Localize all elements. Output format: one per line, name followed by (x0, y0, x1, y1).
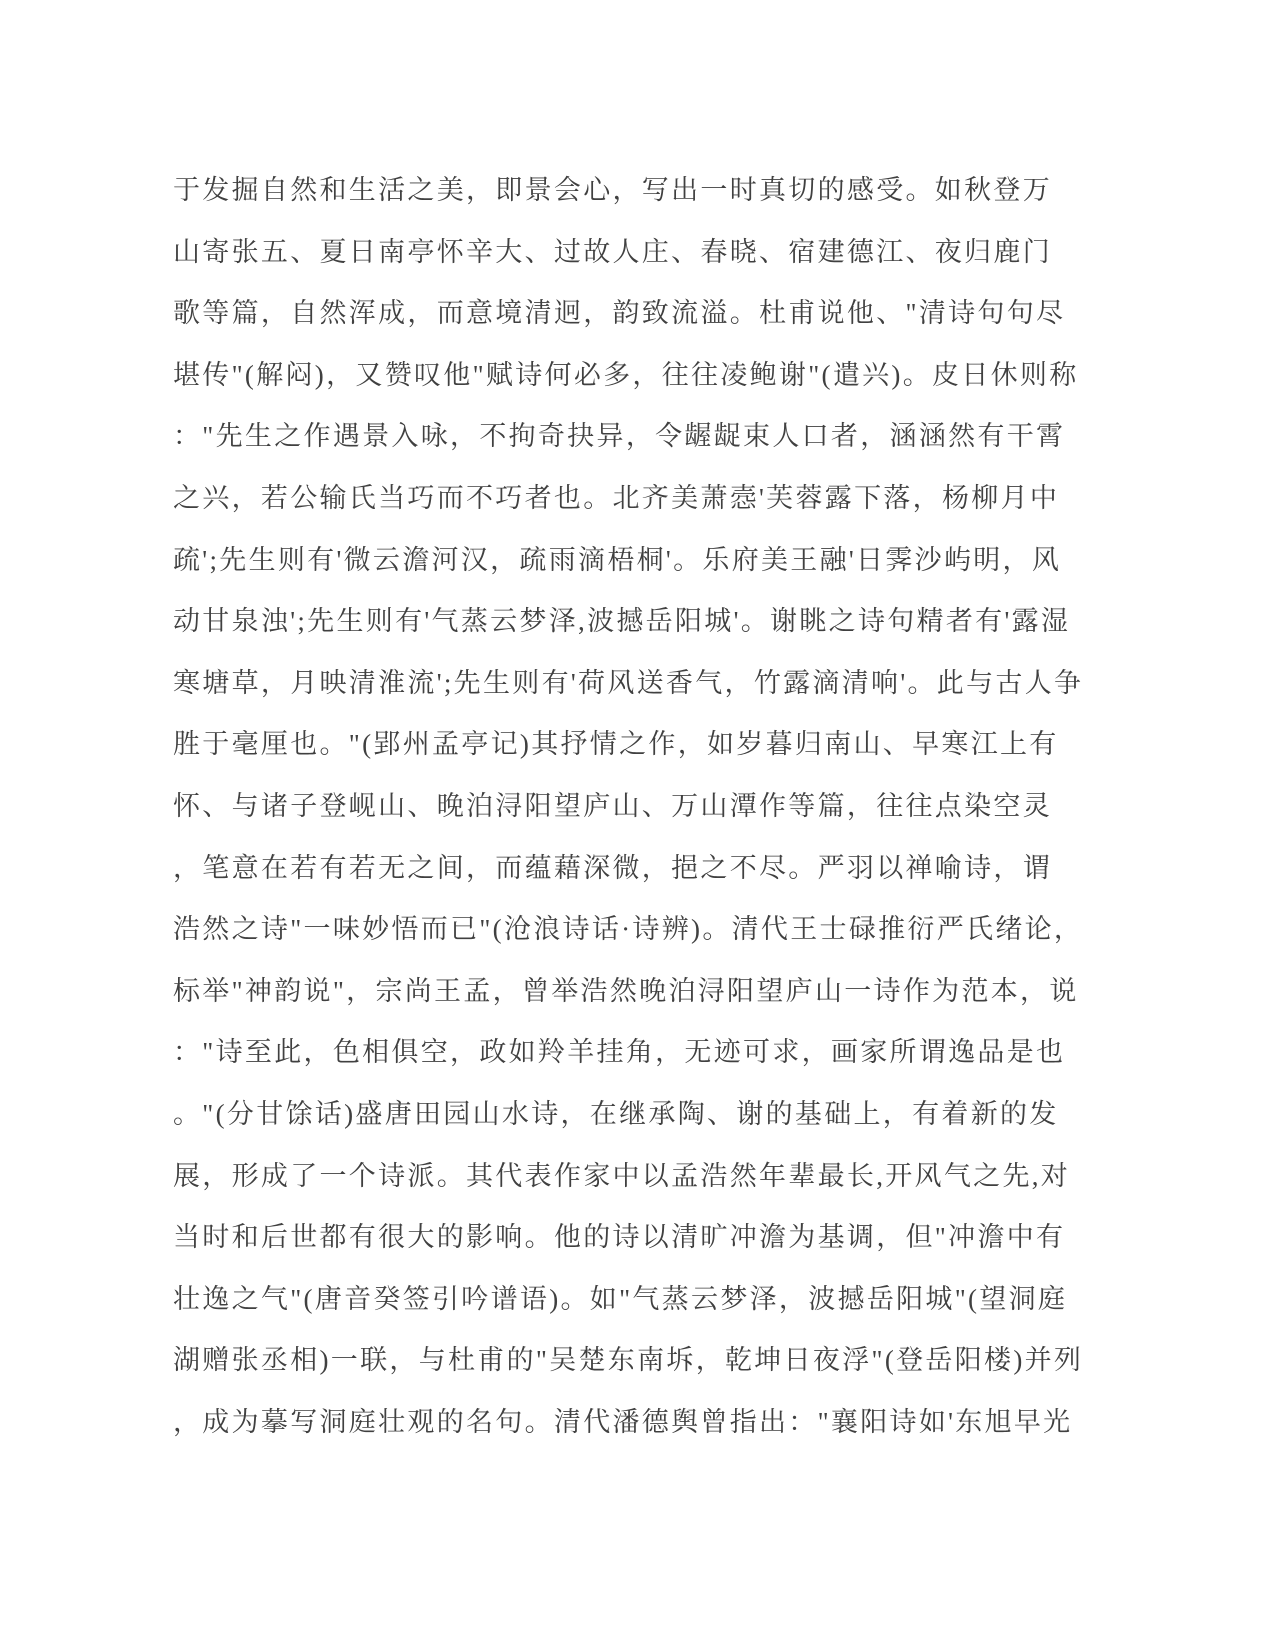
text-line-21: ，成为摹写洞庭壮观的名句。清代潘德舆曾指出："襄阳诗如'东旭早光 (173, 1406, 1073, 1437)
text-line-9: 寒塘草，月映清淮流';先生则有'荷风送香气，竹露滴清响'。此与古人争 (173, 667, 1084, 698)
text-line-1: 于发掘自然和生活之美，即景会心，写出一时真切的感受。如秋登万 (173, 175, 1052, 205)
text-line-18: 当时和后世都有很大的影响。他的诗以清旷冲澹为基调，但"冲澹中有 (173, 1222, 1066, 1253)
text-line-16: 。"(分甘馀话)盛唐田园山水诗，在继承陶、谢的基础上，有着新的发 (173, 1098, 1059, 1129)
text-line-13: 浩然之诗"一味妙悟而已"(沧浪诗话·诗辨)。清代王士碌推衍严氏绪论， (173, 914, 1084, 945)
text-line-11: 怀、与诸子登岘山、晚泊浔阳望庐山、万山潭作等篇，往往点染空灵 (173, 790, 1052, 821)
text-line-12: ，笔意在若有若无之间，而蕴藉深微，挹之不尽。严羽以禅喻诗，谓 (173, 852, 1052, 883)
text-line-2: 山寄张五、夏日南亭怀辛大、过故人庄、春晓、宿建德江、夜归鹿门 (173, 236, 1052, 267)
text-line-5: ："先生之作遇景入咏，不拘奇抉异，令龌龊束人口者，涵涵然有干霄 (173, 421, 1066, 452)
text-line-6: 之兴，若公输氏当巧而不巧者也。北齐美萧悫'芙蓉露下落，杨柳月中 (173, 482, 1060, 513)
text-line-17: 展，形成了一个诗派。其代表作家中以孟浩然年辈最长,开风气之先,对 (173, 1160, 1071, 1191)
text-line-4: 堪传"(解闷)，又赞叹他"赋诗何必多，往往凌鲍谢"(遣兴)。皮日休则称 (173, 359, 1079, 390)
text-line-20: 湖赠张丞相)一联，与杜甫的"吴楚东南坼，乾坤日夜浮"(登岳阳楼)并列 (173, 1345, 1084, 1376)
text-line-8: 动甘泉浊';先生则有'气蒸云梦泽,波撼岳阳城'。谢眺之诗句精者有'露湿 (173, 606, 1071, 637)
text-block (173, 160, 1133, 1453)
text-line-19: 壮逸之气"(唐音癸签引吟谱语)。如"气蒸云梦泽，波撼岳阳城"(望洞庭 (173, 1283, 1068, 1314)
text-line-7: 疏';先生则有'微云澹河汉，疏雨滴梧桐'。乐府美王融'日霁沙屿明，风 (173, 544, 1062, 575)
text-line-3: 歌等篇，自然浑成，而意境清迥，韵致流溢。杜甫说他、"清诗句句尽 (173, 298, 1066, 329)
text-line-15: ："诗至此，色相俱空，政如羚羊挂角，无迹可求，画家所谓逸品是也 (173, 1037, 1066, 1068)
text-line-14: 标举"神韵说"，宗尚王孟，曾举浩然晚泊浔阳望庐山一诗作为范本，说 (173, 975, 1079, 1006)
text-line-10: 胜于毫厘也。"(郢州孟亭记)其抒情之作，如岁暮归南山、早寒江上有 (173, 729, 1059, 760)
